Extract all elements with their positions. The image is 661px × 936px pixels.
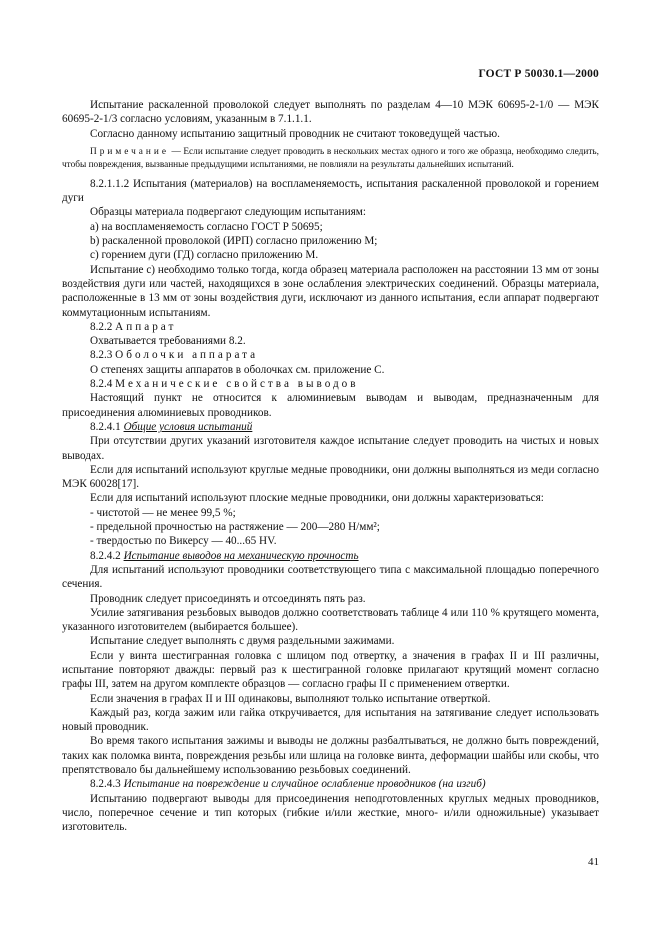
paragraph: Испытание следует выполнять с двумя раздельными зажимами. xyxy=(90,635,395,648)
note xyxy=(62,146,599,173)
paragraph: Если значения в графах II и III одинаковы, выполняют только испытание отверткой. xyxy=(90,692,491,705)
section-title: Аппарат xyxy=(115,320,177,333)
note-label: Примечание xyxy=(90,146,169,157)
paragraph: Если для испытаний используют круглые медные проводники, они должны выполняться из меди согласно МЭК 60028[17]. xyxy=(62,463,599,491)
list-item: - предельной прочностью на растяжение — 200—280 Н/мм²; xyxy=(90,521,380,534)
paragraph: Если у винта шестигранная головка с шлицом под отвертку, а значения в графах II и III различны, испытание повторяют дважды: первый раз к шестигранной головке прилагают крутящий момент согласно графы III, затем на другом комплекте образцов — согласно графы II с применением отвертки. xyxy=(62,649,599,691)
section-number: 8.2.4.3 xyxy=(90,778,121,791)
section-number: 8.2.4 xyxy=(90,378,113,391)
section-title: Оболочки аппарата xyxy=(115,349,259,362)
paragraph: Во время такого испытания зажимы и выводы не должны разбалтываться, не должно быть повреждений, таких как поломка винта, повреждения резьбы или шлица на головке винта, деформации шайбы или скобы, что препятствовало бы дальнейшему использованию резьбовых соединений. xyxy=(62,735,599,777)
list-item: b) раскаленной проволокой (ИРП) согласно приложению М; xyxy=(90,235,378,248)
list-item: с) горением дуги (ГД) согласно приложению М. xyxy=(90,249,319,262)
section-number: 8.2.3 xyxy=(90,349,113,362)
paragraph: О степенях защиты аппаратов в оболочках см. приложение С. xyxy=(90,363,385,376)
section-heading xyxy=(62,549,599,563)
paragraph: Испытанию подвергают выводы для присоединения неподготовленных круглых медных проводников, число, поперечное сечение и тип которых (гибкие и/или жесткие, много- и/или одножильные) указывает изготовитель. xyxy=(62,792,599,834)
section-heading xyxy=(62,348,599,362)
note-text: — Если испытание следует проводить в нескольких местах одного и того же образца, необходимо следить, чтобы повреждения, вызванные предыдущими испытаниями, не повлияли на результаты дальнейших испытаний. xyxy=(62,146,599,171)
section-heading xyxy=(62,320,599,334)
section-number: 8.2.2 xyxy=(90,320,113,333)
document-header: ГОСТ Р 50030.1—2000 xyxy=(478,68,599,80)
paragraph: При отсутствии других указаний изготовителя каждое испытание следует проводить на чистых и новых выводах. xyxy=(62,435,599,462)
document-body xyxy=(62,98,599,835)
paragraph: Усилие затягивания резьбовых выводов должно соответствовать таблице 4 или 110 % крутящего момента, указанного изготовителем (выбирается большее). xyxy=(62,606,599,634)
paragraph: Испытание с) необходимо только тогда, когда образец материала расположен на расстоянии 13 мм от зоны воздействия дуги или частей, находящихся в зоне ослабления электрических соединений. Образцы материала, расположенные в 13 мм от зоны воздействия дуги, исключают из данного испытания, если аппарат подвергают коммутационным испытаниям. xyxy=(62,263,599,319)
paragraph: Испытание раскаленной проволокой следует выполнять по разделам 4—10 МЭК 60695-2-1/0 — МЭК 60695-2-1/3 согласно условиям, указанным в 7.1.1.1. xyxy=(62,99,599,126)
section-title: Механические свойства выводов xyxy=(115,378,359,391)
page-number: 41 xyxy=(588,856,599,868)
paragraph: Охватывается требованиями 8.2. xyxy=(90,335,246,348)
paragraph: Каждый раз, когда зажим или гайка откручивается, для испытания на затягивание следует использовать новый проводник. xyxy=(62,706,599,734)
section-title: Испытание выводов на механическую прочность xyxy=(123,549,359,562)
section-heading xyxy=(62,377,599,391)
list-item: - твердостью по Викерсу — 40...65 HV. xyxy=(90,535,277,548)
paragraph: Образцы материала подвергают следующим испытаниям: xyxy=(90,206,366,219)
section-title: Общие условия испытаний xyxy=(123,420,253,433)
list-item: - чистотой — не менее 99,5 %; xyxy=(90,506,236,519)
section-number: 8.2.4.2 xyxy=(90,549,121,562)
paragraph: Если для испытаний используют плоские медные проводники, они должны характеризоваться: xyxy=(90,492,544,505)
section-title: Испытание на повреждение и случайное ослабление проводников (на изгиб) xyxy=(123,778,486,791)
section-number: 8.2.4.1 xyxy=(90,420,121,433)
paragraph: Согласно данному испытанию защитный проводник не считают токоведущей частью. xyxy=(90,127,500,140)
section-heading xyxy=(62,420,599,434)
paragraph: Проводник следует присоединять и отсоединять пять раз. xyxy=(90,592,366,605)
section-heading: 8.2.1.1.2 Испытания (материалов) на воспламеняемость, испытания раскаленной проволокой и горением дуги xyxy=(62,177,599,205)
section-heading xyxy=(62,777,599,791)
paragraph: Настоящий пункт не относится к алюминиевым выводам и выводам, предназначенным для присоединения алюминиевых проводников. xyxy=(62,392,599,419)
paragraph: Для испытаний используют проводники соответствующего типа с максимальной площадью поперечного сечения. xyxy=(62,563,599,591)
list-item: а) на воспламеняемость согласно ГОСТ Р 50695; xyxy=(90,220,323,233)
